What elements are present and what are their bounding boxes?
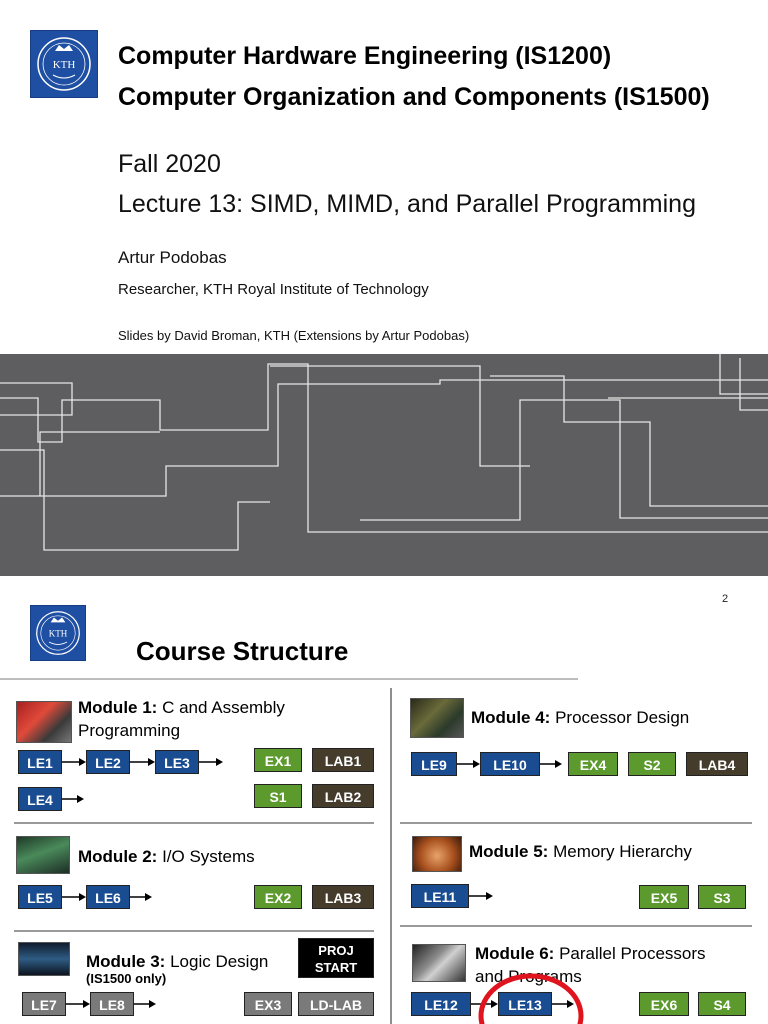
course-title-2: Computer Organization and Components (IS1500) <box>118 83 710 111</box>
box-ex2[interactable]: EX2 <box>254 885 302 909</box>
box-le12[interactable]: LE12 <box>411 992 471 1016</box>
decorative-circuit-band <box>0 354 768 576</box>
box-le3[interactable]: LE3 <box>155 750 199 774</box>
highlight-circle <box>476 966 586 1024</box>
arrow-right-icon <box>130 891 152 903</box>
box-le10[interactable]: LE10 <box>480 752 540 776</box>
kth-crest-icon-small <box>31 606 85 660</box>
arrow-right-icon <box>62 891 86 903</box>
box-le5[interactable]: LE5 <box>18 885 62 909</box>
author-name: Artur Podobas <box>118 248 227 267</box>
slide-number: 2 <box>722 593 729 605</box>
module3-thumbnail <box>18 942 70 976</box>
box-lab4[interactable]: LAB4 <box>686 752 748 776</box>
box-le7[interactable]: LE7 <box>22 992 66 1016</box>
column-divider <box>390 688 392 1024</box>
arrow-right-icon <box>469 890 493 902</box>
box-ex5[interactable]: EX5 <box>639 885 689 909</box>
arrow-right-icon <box>66 998 90 1010</box>
author-role: Researcher, KTH Royal Institute of Technology <box>118 281 429 298</box>
arrow-right-icon <box>62 756 86 768</box>
box-lab1[interactable]: LAB1 <box>312 748 374 772</box>
row-divider-left-2 <box>14 930 374 932</box>
module6-title-line2: and Programs <box>475 967 582 986</box>
box-s2[interactable]: S2 <box>628 752 676 776</box>
box-s1[interactable]: S1 <box>254 784 302 808</box>
box-le6[interactable]: LE6 <box>86 885 130 909</box>
module6-thumbnail <box>412 944 466 982</box>
circuit-lines-graphic <box>0 354 768 576</box>
box-le13[interactable]: LE13 <box>498 992 552 1016</box>
course-structure-title: Course Structure <box>136 636 349 666</box>
box-s3[interactable]: S3 <box>698 885 746 909</box>
box-le11[interactable]: LE11 <box>411 884 469 908</box>
arrow-right-icon <box>540 758 562 770</box>
box-le2[interactable]: LE2 <box>86 750 130 774</box>
module4-title: Module 4: Processor Design <box>471 708 690 727</box>
kth-logo-small <box>30 605 86 661</box>
row-divider-right-1 <box>400 822 752 824</box>
box-ex4[interactable]: EX4 <box>568 752 618 776</box>
module3-note: (IS1500 only) <box>86 971 167 986</box>
lecture-title: Lecture 13: SIMD, MIMD, and Parallel Programming <box>118 190 696 218</box>
module1-title-line2: Programming <box>78 721 181 740</box>
box-le1[interactable]: LE1 <box>18 750 62 774</box>
module2-title: Module 2: I/O Systems <box>78 847 255 866</box>
course-title-1: Computer Hardware Engineering (IS1200) <box>118 42 612 70</box>
title-underline <box>0 678 578 680</box>
box-proj-start[interactable]: PROJ START <box>298 938 374 978</box>
row-divider-left-1 <box>14 822 374 824</box>
module3-title: Module 3: Logic Design <box>86 952 269 971</box>
box-le4[interactable]: LE4 <box>18 787 62 811</box>
box-s4[interactable]: S4 <box>698 992 746 1016</box>
arrow-right-icon <box>130 756 155 768</box>
arrow-right-icon <box>62 793 84 805</box>
module1-thumbnail <box>16 701 72 743</box>
box-le8[interactable]: LE8 <box>90 992 134 1016</box>
module5-title: Module 5: Memory Hierarchy <box>469 842 692 861</box>
slide-credit: Slides by David Broman, KTH (Extensions by Artur Podobas) <box>118 328 470 343</box>
row-divider-right-2 <box>400 925 752 927</box>
logo-text-small: KTH <box>48 628 68 639</box>
arrow-right-icon <box>134 998 156 1010</box>
arrow-right-icon <box>457 758 480 770</box>
module4-thumbnail <box>410 698 464 738</box>
module1-title: Module 1: C and Assembly <box>78 698 285 717</box>
box-lab2[interactable]: LAB2 <box>312 784 374 808</box>
module5-thumbnail <box>412 836 462 872</box>
kth-logo <box>30 30 98 98</box>
box-le9[interactable]: LE9 <box>411 752 457 776</box>
module6-title: Module 6: Parallel Processors <box>475 944 706 963</box>
box-lab3[interactable]: LAB3 <box>312 885 374 909</box>
box-ld-lab[interactable]: LD-LAB <box>298 992 374 1016</box>
module2-thumbnail <box>16 836 70 874</box>
term: Fall 2020 <box>118 150 221 178</box>
box-ex1[interactable]: EX1 <box>254 748 302 772</box>
logo-text: KTH <box>52 59 76 71</box>
box-ex6[interactable]: EX6 <box>639 992 689 1016</box>
arrow-right-icon <box>199 756 223 768</box>
kth-crest-icon <box>31 31 97 97</box>
box-ex3[interactable]: EX3 <box>244 992 292 1016</box>
